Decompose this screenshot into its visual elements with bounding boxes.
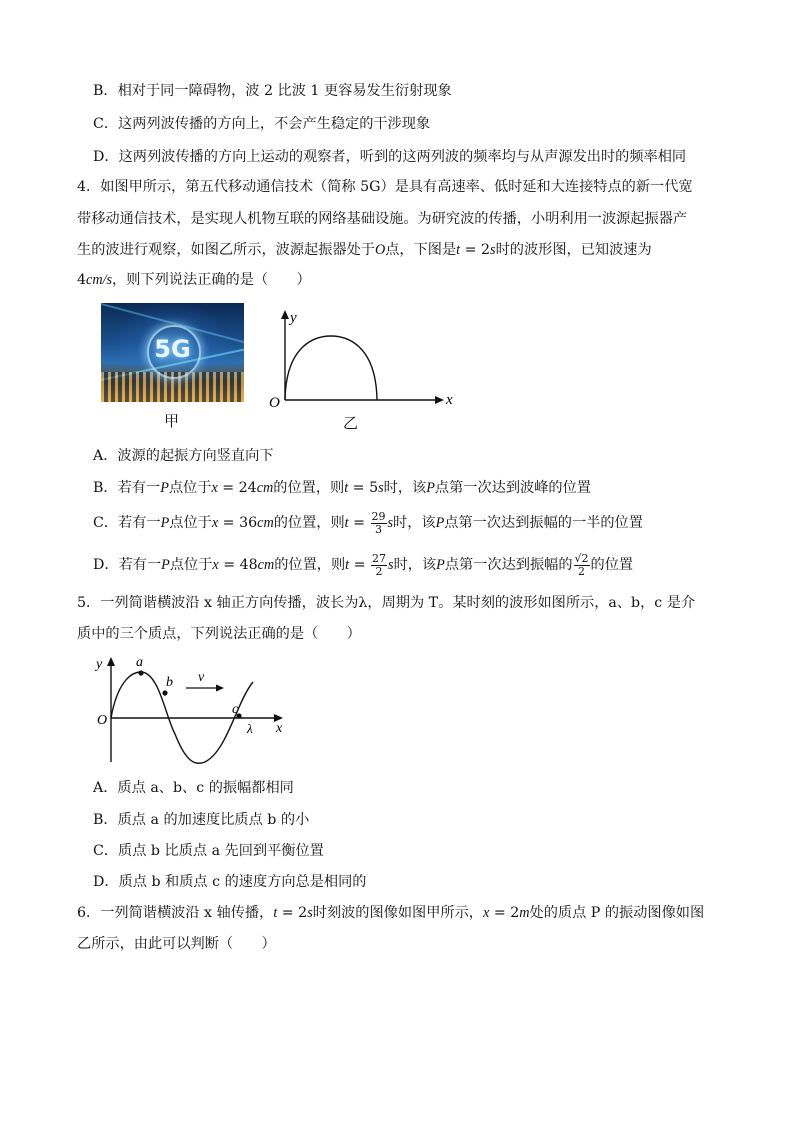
origin-label: O — [97, 713, 108, 728]
axis-y-label: y — [290, 310, 297, 326]
q4-option-a: A．波源的起振方向竖直向下 — [93, 448, 274, 464]
q4-option-d: D．若有一P点位于x = 48cm的位置，则t = $\frac{27}{2}$ s时，该P点第一次达到振幅的 $\frac{√2}{2}$ 的位置 — [93, 551, 634, 578]
q5-option-d: D．质点 b 和质点 c 的速度方向总是相同的 — [93, 874, 367, 890]
q5-option-c: C．质点 b 比质点 a 先回到平衡位置 — [93, 843, 324, 859]
q4-stem-line-1: 4．如图甲所示，第五代移动通信技术（简称 5G）是具有高速率、低时延和大连接特点的新一代宽 — [77, 179, 693, 195]
q5-stem-line-1: 5．一列简谐横波沿 x 轴正方向传播，波长为λ，周期为 T。某时刻的波形如图所示，a、b，c 是介 — [77, 595, 696, 611]
wavelength-label: λ — [247, 721, 253, 736]
fraction-root2-over-2: $\frac{√2}{2}$ — [574, 551, 589, 578]
5g-network-photo — [101, 303, 244, 402]
q6-stem-line-2: 乙所示，由此可以判断（ ） — [77, 936, 276, 952]
5g-logo-text: 5G — [154, 335, 191, 363]
q3-option-b: B．相对于同一障碍物，波 2 比波 1 更容易发生衍射现象 — [93, 83, 452, 99]
label-b: b — [166, 675, 173, 690]
q6-stem-line-1: 6．一列简谐横波沿 x 轴传播，t = 2s时刻波的图像如图甲所示，x = 2m处的质点 P 的振动图像如图 — [77, 905, 705, 921]
label-c: c — [232, 702, 239, 717]
wave-graph-yi — [264, 300, 464, 435]
figure-caption-jia: 甲 — [164, 412, 180, 430]
axis-x-label: x — [276, 721, 283, 736]
q4-stem-line-3: 生的波进行观察，如图乙所示，波源起振器处于O点，下图是t = 2s时的波形图，已知波速为 — [77, 242, 652, 258]
q4-option-c: C．若有一P点位于x = 36cm的位置，则t = $\frac{29}{3}$ s时，该P点第一次达到振幅的一半的位置 — [93, 509, 643, 536]
q4-stem-line-4: 4cm/s，则下列说法正确的是（ ） — [77, 272, 311, 288]
point-b — [162, 690, 167, 695]
q5-option-b: B．质点 a 的加速度比质点 b 的小 — [93, 812, 310, 828]
q3-option-d: D．这两列波传播的方向上运动的观察者，听到的这两列波的频率均与从声源发出时的频率相同 — [93, 149, 687, 165]
q5-stem-line-2: 质中的三个质点，下列说法正确的是（ ） — [77, 626, 361, 642]
wave-crest-curve — [285, 336, 377, 400]
axis-x-label: x — [446, 392, 453, 408]
origin-label: O — [269, 395, 280, 411]
transverse-wave-figure — [90, 650, 300, 770]
figure-caption-yi: 乙 — [343, 414, 359, 432]
q3-option-c: C．这两列波传播的方向上，不会产生稳定的干涉现象 — [93, 116, 431, 132]
axis-y-label: y — [96, 657, 103, 672]
q5-option-a: A．质点 a、b、c 的振幅都相同 — [93, 780, 294, 796]
fraction-29-3: $\frac{29}{3}$ — [371, 509, 386, 536]
q4-stem-line-2: 带移动通信技术，是实现人机物互联的网络基础设施。为研究波的传播，小明利用一波源起振器产 — [77, 211, 688, 227]
label-v: v — [198, 670, 205, 685]
q4-option-b: B．若有一P点位于x = 24cm的位置，则t = 5s时，该P点第一次达到波峰的位置 — [93, 480, 591, 496]
point-a — [138, 670, 143, 675]
label-a: a — [136, 655, 143, 670]
fraction-27-2: $\frac{27}{2}$ — [372, 551, 387, 578]
